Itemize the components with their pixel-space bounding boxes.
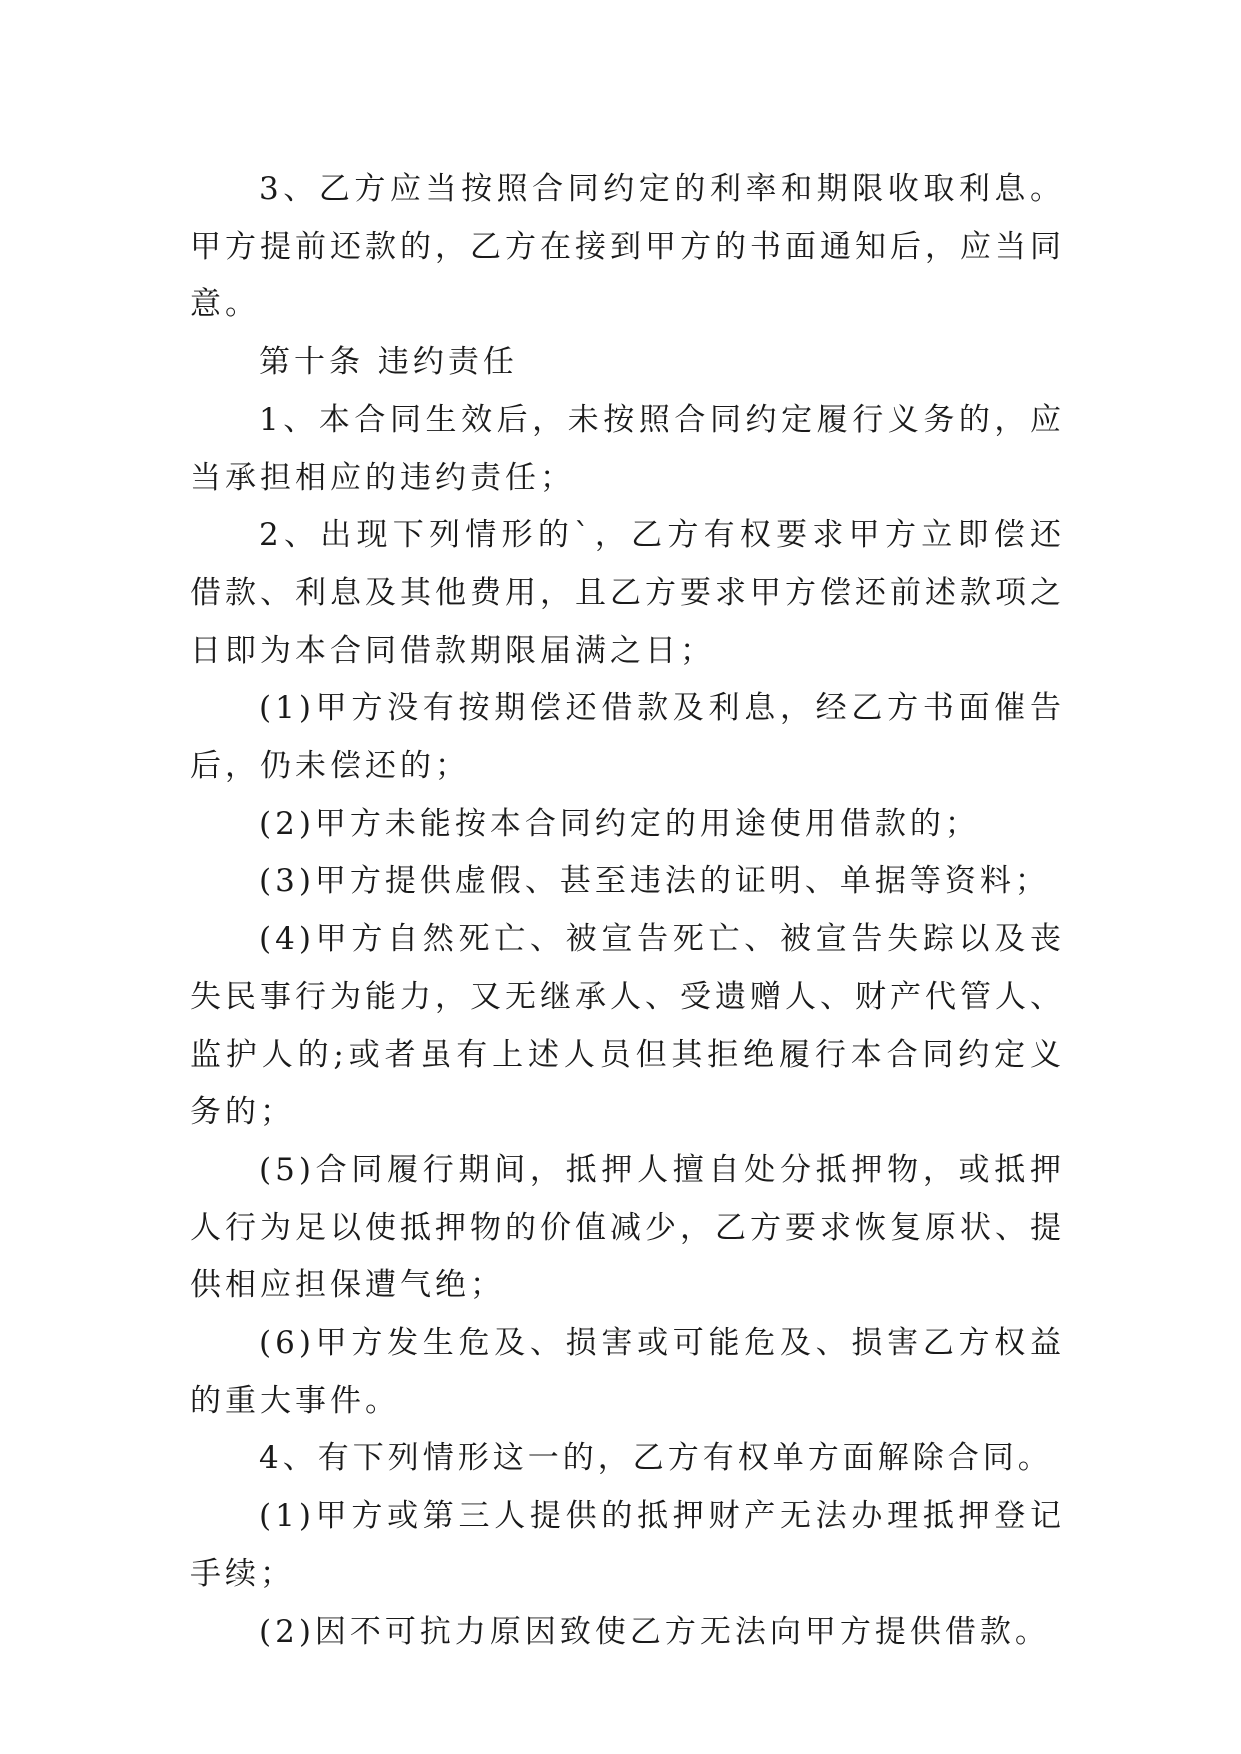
item-2-misuse: (2)甲方未能按本合同约定的用途使用借款的； (259, 805, 980, 842)
item-5-collateral-disposal: (5)合同履行期间，抵押人擅自处分抵押物，或抵押人行为足以使抵押物的价值减少，乙方要求恢复原状、提供相应担保遭气绝； (190, 1151, 1065, 1304)
item-6-major-event: (6)甲方发生危及、损害或可能危及、损害乙方权益的重大事件。 (190, 1325, 1065, 1419)
item-1-overdue: (1)甲方没有按期偿还借款及利息，经乙方书面催告后，仍未偿还的； (190, 690, 1065, 785)
clause-4-termination: 4、有下列情形这一的，乙方有权单方面解除合同。 (259, 1440, 1053, 1477)
article-10-heading: 第十条 违约责任 (259, 344, 518, 381)
termination-item-2: (2)因不可抗力原因致使乙方无法向甲方提供借款。 (259, 1613, 1050, 1650)
item-3-false-documents: (3)甲方提供虚假、甚至违法的证明、单据等资料； (259, 863, 1050, 900)
clause-1-liability: 1、本合同生效后，未按照合同约定履行义务的，应当承担相应的违约责任； (190, 401, 1065, 496)
clause-2-early-repayment: 2、出现下列情形的`，乙方有权要求甲方立即偿还借款、利息及其他费用，且乙方要求甲方偿还前述款项之日即为本合同借款期限届满之日； (190, 517, 1065, 669)
clause-3-interest: 3、乙方应当按照合同约定的利率和期限收取利息。甲方提前还款的，乙方在接到甲方的书面通知后，应当同意。 (190, 171, 1065, 323)
termination-item-1: (1)甲方或第三人提供的抵押财产无法办理抵押登记手续； (190, 1498, 1065, 1592)
document-body (190, 161, 1065, 1661)
item-4-death-incapacity: (4)甲方自然死亡、被宣告死亡、被宣告失踪以及丧失民事行为能力，又无继承人、受遗赠人、财产代管人、监护人的;或者虽有上述人员但其拒绝履行本合同约定义务的； (190, 921, 1065, 1131)
